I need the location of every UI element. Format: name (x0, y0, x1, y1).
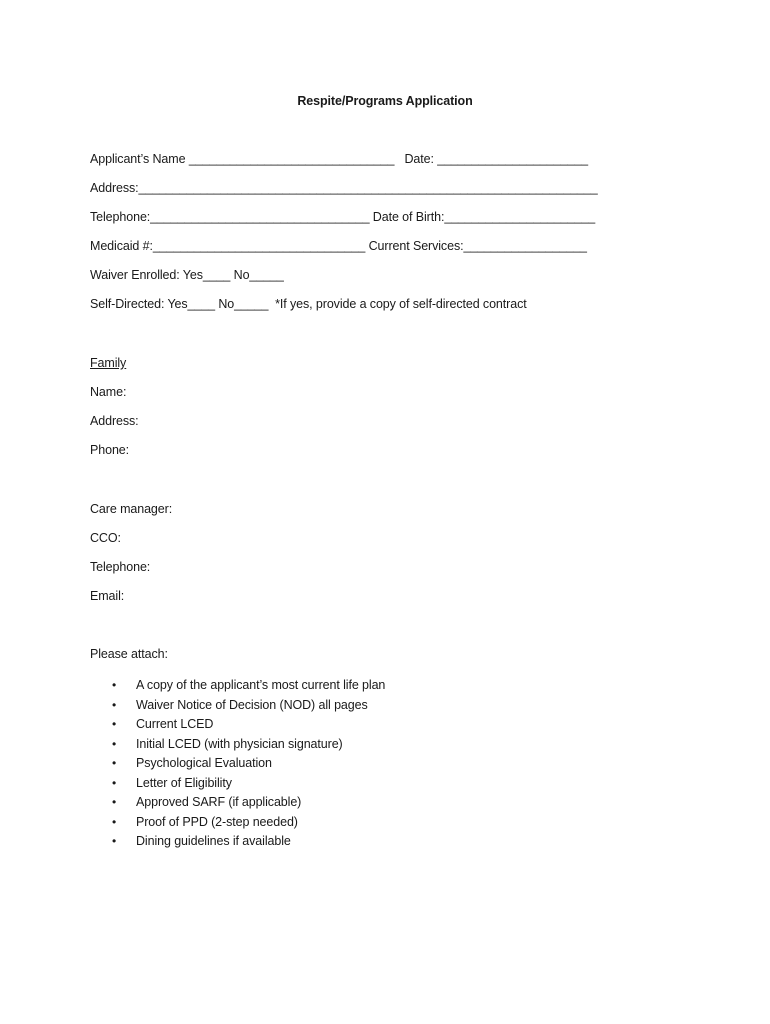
bullet-icon: • (112, 775, 117, 790)
family-name-label: Name: (90, 385, 127, 399)
list-item (112, 715, 385, 735)
list-item-text: Dining guidelines if available (136, 834, 291, 848)
bullet-icon: • (112, 717, 117, 731)
address-field: Address:___________________________________________________________________ (90, 181, 598, 195)
list-item-text: Proof of PPD (2-step needed) (136, 814, 298, 829)
list-item-text: A copy of the applicant’s most current life plan (136, 678, 386, 692)
bullet-icon: • (112, 736, 117, 751)
list-item-text: Initial LCED (with physician signature) (136, 736, 343, 751)
bullet-icon: • (112, 814, 117, 829)
bullet-icon: • (112, 756, 117, 770)
list-item-text: Psychological Evaluation (136, 756, 272, 770)
list-item (112, 754, 385, 774)
bullet-icon: • (112, 678, 117, 692)
self-directed-field: Self-Directed: Yes____ No_____ *If yes, provide a copy of self-directed contract (90, 297, 527, 311)
bullet-icon: • (112, 795, 117, 809)
cco-label: CCO: (90, 531, 121, 545)
attachments-list (112, 676, 385, 852)
list-item-text: Approved SARF (if applicable) (136, 795, 302, 809)
bullet-icon: • (112, 834, 117, 848)
care-manager-label: Care manager: (90, 502, 173, 516)
email-label: Email: (90, 589, 125, 603)
list-item (112, 735, 385, 755)
document-title: Respite/Programs Application (297, 94, 473, 108)
family-phone-label: Phone: (90, 443, 130, 457)
list-item (112, 774, 385, 794)
list-item (112, 813, 385, 833)
list-item-text: Letter of Eligibility (136, 775, 232, 790)
list-item (112, 793, 385, 813)
family-heading: Family (90, 356, 127, 370)
applicant-name-date-field: Applicant’s Name ______________________________ Date: ______________________ (90, 152, 588, 166)
care-telephone-label: Telephone: (90, 560, 151, 574)
medicaid-services-field: Medicaid #:_______________________________ Current Services:__________________ (90, 239, 587, 253)
list-item (112, 676, 385, 696)
telephone-dob-field: Telephone:________________________________ Date of Birth:______________________ (90, 210, 596, 224)
please-attach-heading: Please attach: (90, 647, 168, 661)
waiver-enrolled-field: Waiver Enrolled: Yes____ No_____ (90, 268, 284, 282)
bullet-icon: • (112, 697, 117, 712)
list-item-text: Waiver Notice of Decision (NOD) all pages (136, 697, 368, 712)
list-item-text: Current LCED (136, 717, 214, 731)
list-item (112, 832, 385, 852)
list-item (112, 696, 385, 716)
family-address-label: Address: (90, 414, 139, 428)
